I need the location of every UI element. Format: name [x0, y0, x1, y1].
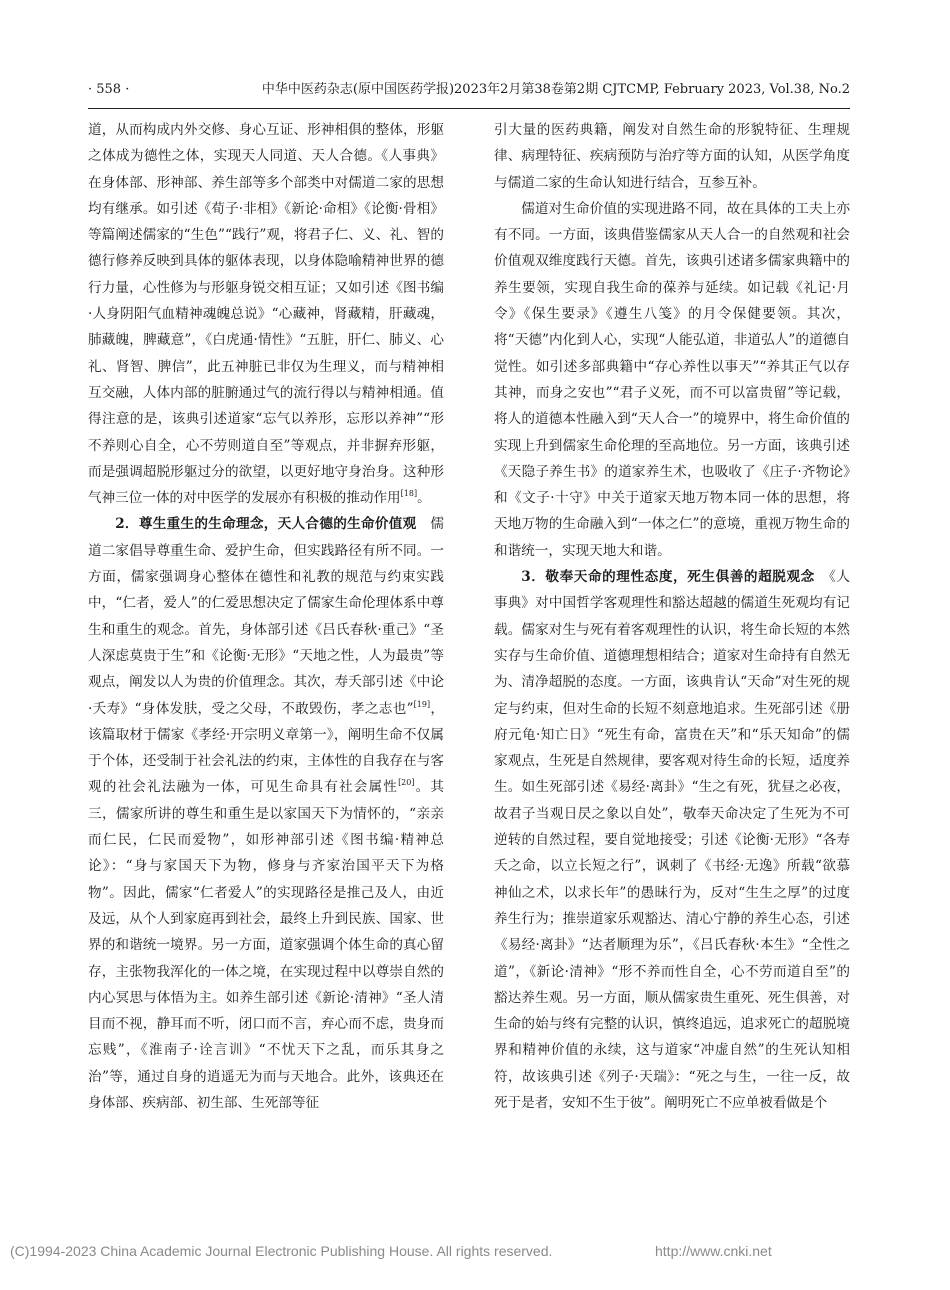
page-header: [88, 78, 850, 102]
paragraph-value-realization: 儒道对生命价值的实现进路不同，故在具体的工夫上亦有不同。一方面，该典借鉴儒家从天人合一的自然观和社会价值观双维度践行天德。首先，该典引述诸多儒家典籍中的养生要领，实现自我生命的葆养与延续。如记载《礼记·月令》《保生要录》《遵生八笺》的月令保健要领。其次，将“天德”内化到人心，实现“人能弘道，非道弘人”的道德自觉性。如引述多部典籍中“存心养性以事天”“养其正气以存其神，而身之安也”“君子义死，而不可以富贵留”等记载，将人的道德本性融入到“天人合一”的境界中，将生命价值的实现上升到儒家生命伦理的至高地位。另一方面，该典引述《天隐子养生书》的道家养生术，也吸收了《庄子·齐物论》和《文子·十守》中关于道家天地万物本同一体的思想，将天地万物的生命融入到“一体之仁”的意境，重视万物生命的和谐统一，实现天地大和谐。: [494, 200, 850, 559]
journal-citation: 中华中医药杂志(原中国医药学报)2023年2月第38卷第2期 CJTCMP, February 2023, Vol.38, No.2: [261, 82, 850, 97]
copyright-notice: (C)1994-2023 China Academic Journal Electronic Publishing House. All rights reserved.: [10, 1243, 553, 1259]
citation-ref: [19]: [413, 699, 431, 709]
right-column: [494, 117, 850, 1237]
paragraph-continued: 引大量的医药典籍，阐发对自然生命的形貌特征、生理规律、病理特征、疾病预防与治疗等方面的认知，从医学角度与儒道二家的生命认知进行结合，互参互补。: [494, 122, 850, 191]
paragraph-section-2: [88, 511, 444, 1116]
header-divider: [88, 108, 850, 109]
paragraph-text: 儒道二家倡导尊重生命、爱护生命，但实践路径有所不同。一方面，儒家强调身心整体在德性和礼教的规范与约束实践中，“仁者，爱人”的仁爱思想决定了儒家生命伦理体系中尊生和重生的观念。首先，身体部引述《吕氏春秋·重己》“圣人深虑莫贵于生”和《论衡·无形》“天地之性，人为最贵”等观点，阐发以人为贵的价值理念。其次，寿夭部引述《中论·夭寿》“身体发肤，受之父母，不敢毁伤，孝之志也”: [88, 516, 444, 717]
left-column: [88, 117, 444, 1237]
paragraph-text: 。其三，儒家所讲的尊生和重生是以家国天下为情怀的，“亲亲而仁民，仁民而爱物”，如形神部引述《图书编·精神总论》：“身与家国天下为物，修身与齐家治国平天下为格物”。因此，儒家“仁者爱人”的实现路径是推己及人，由近及远，从个人到家庭再到社会，最终上升到民族、国家、世界的和谐统一境界。另一方面，道家强调个体生命的真心留存，主张物我浑化的一体之境，在实现过程中以尊崇自然的内心冥思与体悟为主。如养生部引述《新论·清神》“圣人清目而不视，静耳而不听，闭口而不言，弃心而不虑，贵身而忘贱”，《淮南子·诠言训》“不忧天下之乱，而乐其身之治”等，通过自身的逍遥无为而与天地合。此外，该典还在身体部、疾病部、初生部、生死部等征: [88, 779, 444, 1111]
paragraph-section-3: [494, 564, 850, 1116]
page-number: · 558 ·: [88, 82, 130, 97]
section-heading: 3．敬奉天命的理性态度，死生俱善的超脱观念: [521, 569, 815, 586]
section-heading: 2．尊生重生的生命理念，天人合德的生命价值观: [115, 516, 417, 533]
website-link[interactable]: http://www.cnki.net: [655, 1243, 772, 1259]
page-footer: [0, 1240, 950, 1262]
paragraph-text: ，该篇取材于儒家《孝经·开宗明义章第一》，阐明生命不仅属于个体，还受制于社会礼法的约束，主体性的自我存在与客观的社会礼法融为一体，可见生命具有社会属性: [88, 700, 444, 796]
paragraph-text: 道，从而构成内外交修、身心互证、形神相俱的整体，形躯之体成为德性之体，实现天人同道、天人合德。《人事典》在身体部、形神部、养生部等多个部类中对儒道二家的思想均有继承。如引述《荀子·非相》《新论·命相》《论衡·骨相》等篇阐述儒家的“生色”“践行”观，将君子仁、义、礼、智的德行修养反映到具体的躯体表现，以身体隐喻精神世界的德行力量，心性修为与形躯身锐交相互证；又如引述《图书编·人身阴阳气血精神魂魄总说》“心藏神，肾藏精，肝藏魂，肺藏魄，脾藏意”，《白虎通·情性》“五脏，肝仁、肺义、心礼、肾智、脾信”，此五神脏已非仅为生理义，而与精神相互交融，人体内部的脏腑通过气的流行得以与精神相通。值得注意的是，该典引述道家“忘气以养形，忘形以养神”“形不养则心自全，心不劳则道自至”等观点，并非摒弃形躯，而是强调超脱形躯过分的欲望，以更好地守身治身。这种形气神三位一体的对中医学的发展亦有积极的推动作用: [88, 122, 444, 507]
paragraph-text: 。: [417, 490, 431, 507]
citation-ref: [18]: [400, 489, 418, 499]
citation-ref: [20]: [398, 778, 415, 788]
paragraph-text: 《人事典》对中国哲学客观理性和豁达超越的儒道生死观均有记载。儒家对生与死有着客观理性的认识，将生命长短的本然实存与生命价值、道德理想相结合；道家对生命持有自然无为、清净超脱的态度。一方面，该典肯认“天命”对生死的规定与约束，但对生命的长短不刻意地追求。生死部引述《册府元龟·知亡日》“死生有命，富贵在天”和“乐天知命”的儒家观点，生死是自然规律，要客观对待生命的长短，适度养生。如生死部引述《易经·离卦》“生之有死，犹昼之必夜，故君子当观日昃之象以自处”，敬奉天命决定了生死为不可逆转的自然过程，要自觉地接受；引述《论衡·无形》“各寿夭之命，以立长短之行”，讽刺了《书经·无逸》所载“欲慕神仙之术，以求长年”的愚昧行为，反对“生生之厚”的过度养生行为；推崇道家乐观豁达、清心宁静的养生心态，引述《易经·离卦》“达者顺理为乐”，《吕氏春秋·本生》“全性之道”，《新论·清神》“形不养而性自全，心不劳而道自至”的豁达养生观。另一方面，顺从儒家贵生重死、死生俱善，对生命的始与终有完整的认识，慎终追远，追求死亡的超脱境界和精神价值的永续，这与道家“冲虚自然”的生死认知相符，故该典引述《列子·天瑞》：“死之与生，一往一反，故死于是者，安知不生于彼”。阐明死亡不应单被看做是个: [494, 569, 850, 1111]
paragraph-form-spirit: [88, 117, 444, 511]
